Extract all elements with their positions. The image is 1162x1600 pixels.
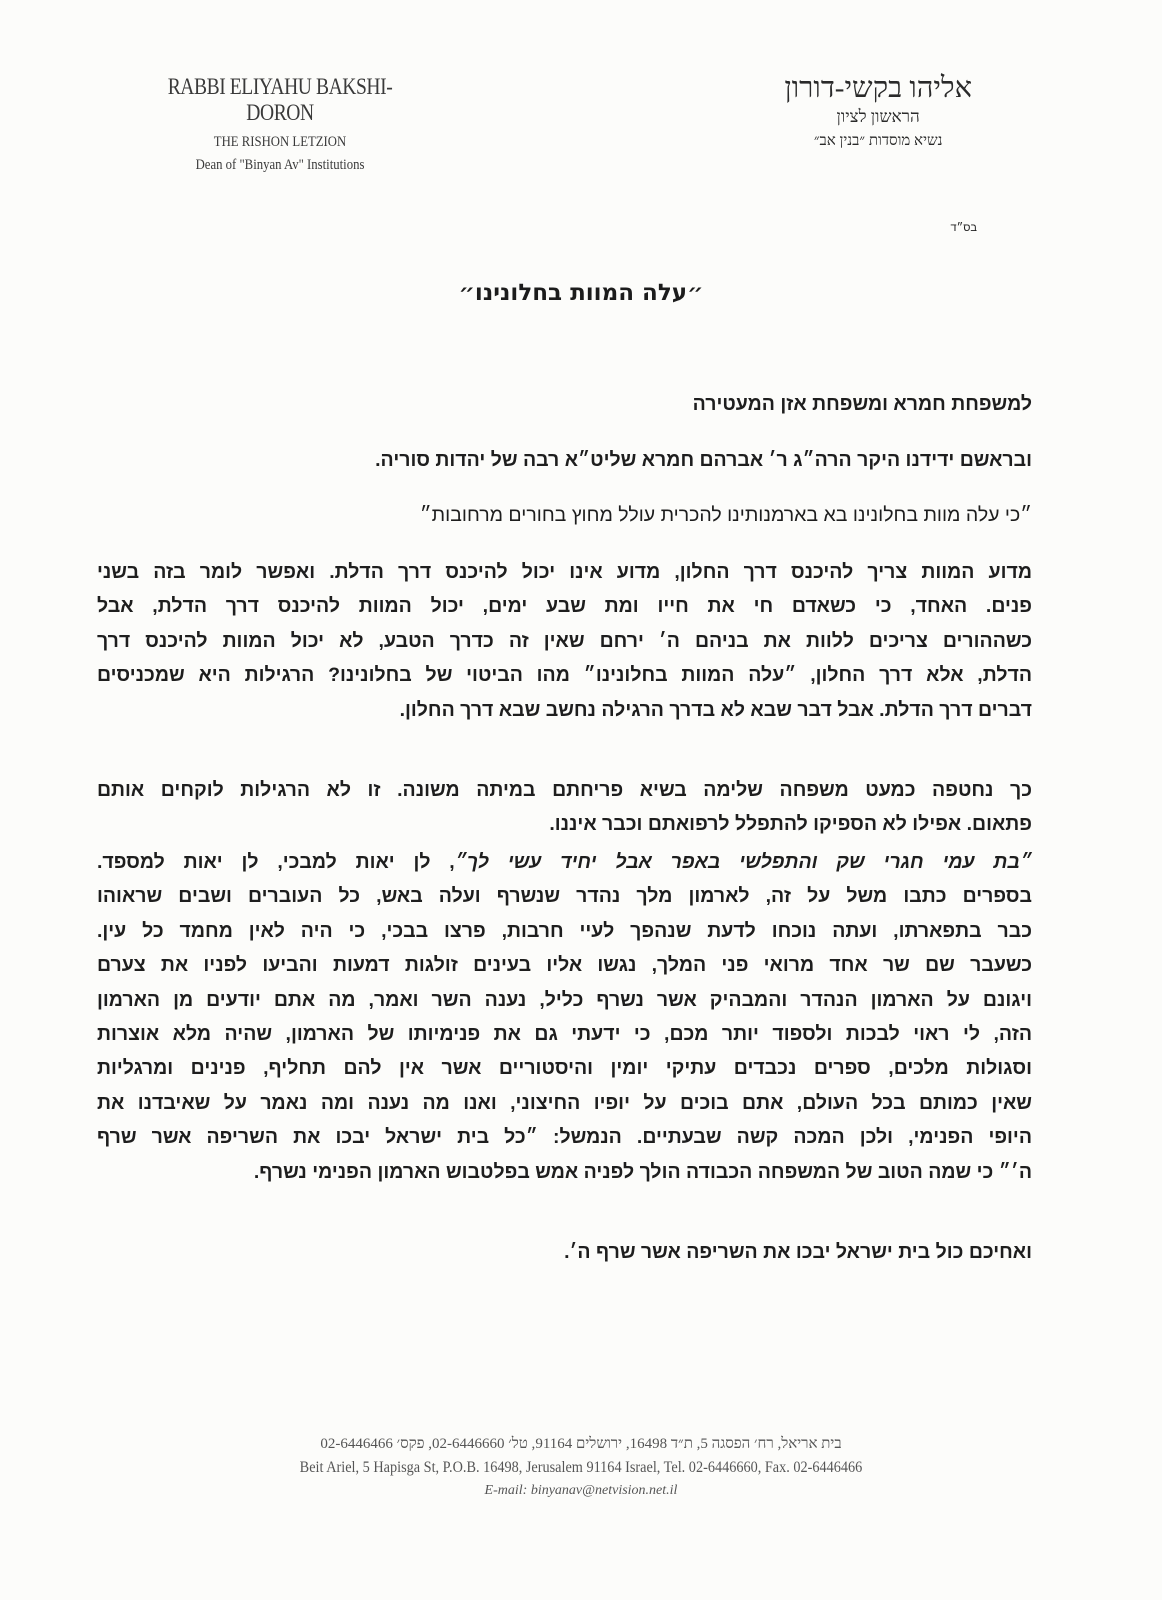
footer-address-en: Beit Ariel, 5 Hapisga St, P.O.B. 16498, Jerusalem 91164 Israel, Tel. 02-6446660, Fax. 02-6446466 bbox=[299, 1459, 863, 1476]
paragraph-2 bbox=[97, 773, 1032, 842]
letterhead-role-en: Dean of "Binyan Av" Institutions bbox=[195, 157, 365, 173]
letterhead-role-he: נשיא מוסדות ״בנין אב״ bbox=[813, 133, 943, 149]
address-line: למשפחת חמרא ומשפחת אזן המעטירה bbox=[692, 393, 1032, 415]
text-line: שאין כמותם בכל העולם, אתם בוכים על יופיו החיצוני, ואנו מה נענה ומה נאמר על שאיבדנו את bbox=[97, 1091, 1032, 1114]
letterhead-name-en: RABBI ELIYAHU BAKSHI-DORON bbox=[167, 74, 393, 125]
letterhead-english bbox=[110, 74, 450, 174]
text-line: הזה, לי ראוי לבכות ולספוד יותר מכם, כי ידעתי גם את פנימיותו של הארמון, שהיה מלא אוצרות bbox=[97, 1022, 1032, 1045]
text-segment: , לן יאות למבכי, לן יאות למספד. bbox=[97, 851, 455, 873]
text-line: כשההורים צריכים ללוות את בניהם ה׳ ירחם שאין זה כדרך הטבע, לא יכול המוות להיכנס דרך bbox=[97, 629, 1032, 652]
text-line: פנים. האחד, כי כשאדם חי את חייו ומת שבע ימים, יכול המוות להיכנס דרך הדלת, אבל bbox=[97, 595, 1032, 618]
text-line: ויגונם על הארמון הנהדר והמבהיק אשר נשרף כליל, נענה השר ואמר, מה אתם יודעים מן הארמון bbox=[97, 988, 1032, 1011]
italic-quote: ״בת עמי חגרי שק והתפלשי באפר אבל יחיד עשי לך״ bbox=[454, 851, 1033, 873]
verse-quote: ״כי עלה מוות בחלונינו בא בארמנותינו להכרית עולל מחוץ בחורים מרחובות״ bbox=[419, 504, 1032, 526]
text-line bbox=[97, 845, 1032, 879]
text-line: ה׳״ כי שמה הטוב של המשפחה הכבודה הולך לפניה אמש בפלטבוש הארמון הפנימי נשרף. bbox=[253, 1160, 1032, 1183]
text-line: כבר בתפארתו, ועתה נוכחו לדעת שנהפך לעיי חרבות, פרצו בבכי, כי היה לאין מחמד כל עין. bbox=[97, 919, 1032, 942]
paragraph-3 bbox=[97, 845, 1032, 1189]
text-line: דברים דרך הדלת. אבל דבר שבא לא בדרך הרגילה נחשב שבא דרך החלון. bbox=[399, 698, 1032, 721]
text-line: וסגולות מלכים, ספרים נכבדים עתיקי יומין והיסטוריים אשר אין להם תחליף, פנינים ומרגליות bbox=[97, 1057, 1032, 1080]
text-line: היופי הפנימי, ולכן המכה קשה שבעתיים. הנמשל: ״כל בית ישראל יבכו את השריפה אשר שרף bbox=[97, 1126, 1032, 1149]
text-line: פתאום. אפילו לא הספיקו להתפלל לרפואתם וכבר איננו. bbox=[549, 813, 1032, 836]
closing-line: ואחיכם כול בית ישראל יבכו את השריפה אשר שרף ה׳. bbox=[564, 1241, 1032, 1263]
document-title: ״עלה המוות בחלונינו״ bbox=[458, 280, 704, 306]
text-line: כשעבר שם שר אחד מרואי פני המלך, נגשו אליו בעינים זולגות דמעות והביעו לפניו את צערם bbox=[97, 954, 1032, 977]
paragraph-1 bbox=[97, 555, 1032, 727]
address-line: ובראשם ידידנו היקר הרה״ג ר׳ אברהם חמרא שליט״א רבה של יהדות סוריה. bbox=[375, 449, 1032, 471]
text-line: בספרים כתבו משל על זה, לארמון מלך נהדר שנשרף ועלה באש, כל העוברים ושבים שראוהו bbox=[97, 885, 1032, 908]
footer bbox=[0, 1436, 1162, 1499]
bsd-mark: בס״ד bbox=[950, 222, 977, 234]
text-line: הדלת, אלא דרך החלון, ״עלה המוות בחלונינו״ מהו הביטוי של בחלונינו? הרגילות היא שמכניסים bbox=[97, 664, 1032, 687]
letterhead-name-he: אליהו בקשי-דורון bbox=[784, 72, 972, 104]
footer-email: E-mail: binyanav@netvision.net.il bbox=[484, 1483, 678, 1498]
letterhead-hebrew bbox=[784, 72, 972, 150]
text-line: מדוע המוות צריך להיכנס דרך החלון, מדוע אינו יכול להיכנס דרך הדלת. ואפשר לומר בזה בשני bbox=[97, 561, 1032, 583]
letterhead-title-en: THE RISHON LETZION bbox=[213, 134, 347, 150]
text-line: כך נחטפה כמעט משפחה שלימה בשיא פריחתם במיתה משונה. זו לא הרגילות לוקחים אותם bbox=[97, 779, 1032, 801]
footer-address-he: בית אריאל, רח׳ הפסגה 5, ת״ד 16498, ירושלים 91164, טל׳ 02-6446660, פקס׳ 02-6446466 bbox=[320, 1436, 842, 1452]
letterhead-title-he: הראשון לציון bbox=[836, 107, 920, 126]
